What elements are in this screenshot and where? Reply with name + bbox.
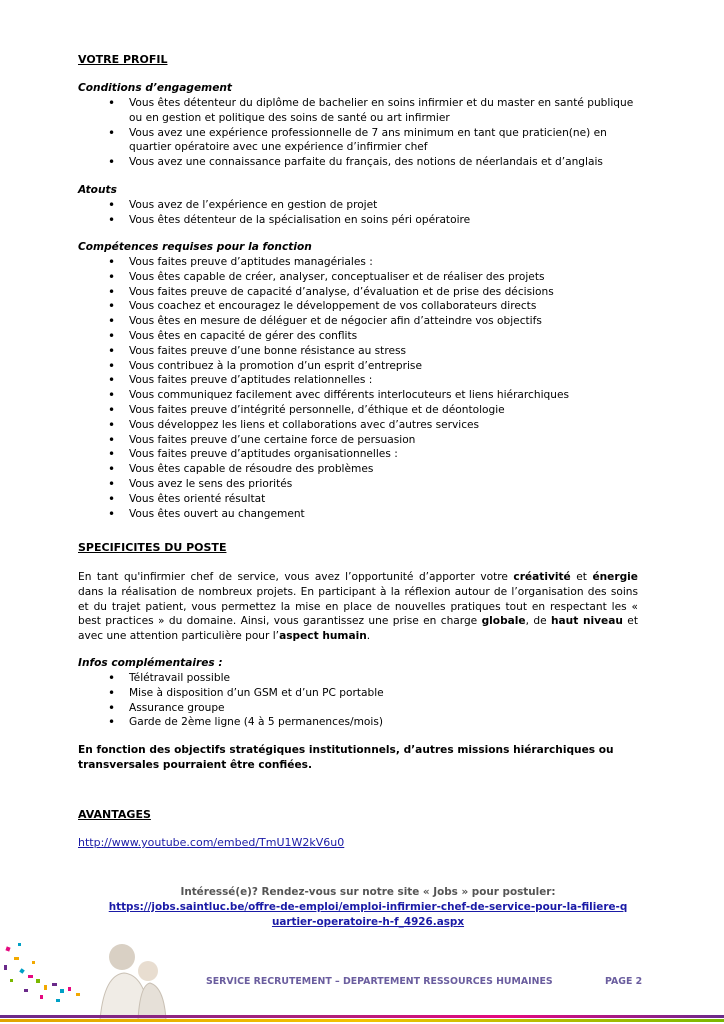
section-heading-profil: VOTRE PROFIL bbox=[78, 53, 168, 66]
list-item: • Vous développez les liens et collaborations avec d’autres services bbox=[0, 418, 640, 433]
infos-list bbox=[0, 671, 640, 730]
youtube-link[interactable]: http://www.youtube.com/embed/TmU1W2kV6u0 bbox=[78, 836, 345, 849]
subheading-competences: Compétences requises pour la fonction bbox=[78, 241, 312, 253]
apply-link[interactable]: https://jobs.saintluc.be/offre-de-emploi/emploi-infirmier-chef-de-service-pour-la-filiere-quartier-operatoire-h-f_4926.aspx bbox=[108, 900, 628, 928]
list-item: • Garde de 2ème ligne (4 à 5 permanences/mois) bbox=[0, 715, 640, 730]
list-item: • Vous êtes ouvert au changement bbox=[0, 507, 640, 522]
list-item: • Vous communiquez facilement avec différents interlocuteurs et liens hiérarchiques bbox=[0, 388, 640, 403]
list-item: • Mise à disposition d’un GSM et d’un PC portable bbox=[0, 686, 640, 701]
subheading-conditions: Conditions d’engagement bbox=[78, 82, 232, 94]
subheading-atouts: Atouts bbox=[78, 184, 117, 196]
conditions-list bbox=[0, 96, 640, 170]
specificites-paragraph: En tant qu'infirmier chef de service, vous avez l’opportunité d’apporter votre créativité et énergie dans la réalisation de nombreux projets. En participant à la réflexion autour de l’organisation des soins et du trajet patient, vous permettez la mise en place de nouvelles pratiques tout en respectant les « best practices » du domaine. Ainsi, vous garantissez une prise en charge globale, de haut niveau et avec une attention particulière pour l’aspect humain. bbox=[78, 571, 638, 643]
competences-list bbox=[0, 255, 640, 521]
list-item: • Vous avez de l’expérience en gestion de projet bbox=[0, 198, 640, 213]
apply-text: Intéressé(e)? Rendez-vous sur notre site « Jobs » pour postuler: bbox=[180, 886, 556, 898]
list-item: • Vous êtes capable de résoudre des problèmes bbox=[0, 462, 640, 477]
footer-department: SERVICE RECRUTEMENT – DEPARTEMENT RESSOURCES HUMAINES bbox=[206, 976, 553, 987]
avantages-link-wrap bbox=[78, 836, 344, 851]
section-heading-specificites: SPECIFICITES DU POSTE bbox=[78, 541, 227, 554]
list-item: • Assurance groupe bbox=[0, 701, 640, 716]
list-item: • Vous faites preuve d’intégrité personnelle, d’éthique et de déontologie bbox=[0, 403, 640, 418]
atouts-list bbox=[0, 198, 640, 228]
list-item: • Vous coachez et encouragez le développement de vos collaborateurs directs bbox=[0, 299, 640, 314]
nurse-child-illustration bbox=[100, 944, 166, 1020]
list-item: • Vous faites preuve d’aptitudes managériales : bbox=[0, 255, 640, 270]
list-item: • Vous êtes détenteur de la spécialisation en soins péri opératoire bbox=[0, 213, 640, 228]
list-item: • Vous contribuez à la promotion d’un esprit d’entreprise bbox=[0, 359, 640, 374]
apply-link-wrap bbox=[98, 900, 638, 930]
list-item: • Vous avez une connaissance parfaite du français, des notions de néerlandais et d’anglais bbox=[0, 155, 640, 170]
list-item: • Vous êtes capable de créer, analyser, conceptualiser et de réaliser des projets bbox=[0, 270, 640, 285]
confetti-illustration bbox=[0, 935, 200, 1020]
list-item: • Vous êtes orienté résultat bbox=[0, 492, 640, 507]
subheading-infos: Infos complémentaires : bbox=[78, 657, 223, 669]
list-item: • Vous faites preuve d’aptitudes relationnelles : bbox=[0, 373, 640, 388]
list-item: • Vous êtes en capacité de gérer des conflits bbox=[0, 329, 640, 344]
list-item: • Vous avez une expérience professionnelle de 7 ans minimum en tant que praticien(ne) en quartier opératoire avec une expérience d’infirmier chef bbox=[0, 126, 640, 156]
list-item: • Vous êtes détenteur du diplôme de bachelier en soins infirmier et du master en santé publique ou en gestion et politique des soins de santé ou art infirmier bbox=[0, 96, 640, 126]
confetti-icon bbox=[4, 943, 80, 1002]
list-item: • Vous faites preuve d’aptitudes organisationnelles : bbox=[0, 447, 640, 462]
footer-stripe-bottom bbox=[0, 1019, 724, 1022]
list-item: • Vous avez le sens des priorités bbox=[0, 477, 640, 492]
list-item: • Vous faites preuve d’une certaine force de persuasion bbox=[0, 433, 640, 448]
list-item: • Vous êtes en mesure de déléguer et de négocier afin d’atteindre vos objectifs bbox=[0, 314, 640, 329]
list-item: • Télétravail possible bbox=[0, 671, 640, 686]
missions-note: En fonction des objectifs stratégiques institutionnels, d’autres missions hiérarchiques ou transversales pourraient être confiées. bbox=[78, 744, 614, 771]
footer-stripe-top bbox=[0, 1015, 724, 1018]
list-item: • Vous faites preuve d’une bonne résistance au stress bbox=[0, 344, 640, 359]
list-item: • Vous faites preuve de capacité d’analyse, d’évaluation et de prise des décisions bbox=[0, 285, 640, 300]
section-heading-avantages: AVANTAGES bbox=[78, 808, 151, 821]
apply-section bbox=[98, 885, 638, 929]
page-number: PAGE 2 bbox=[605, 976, 643, 987]
